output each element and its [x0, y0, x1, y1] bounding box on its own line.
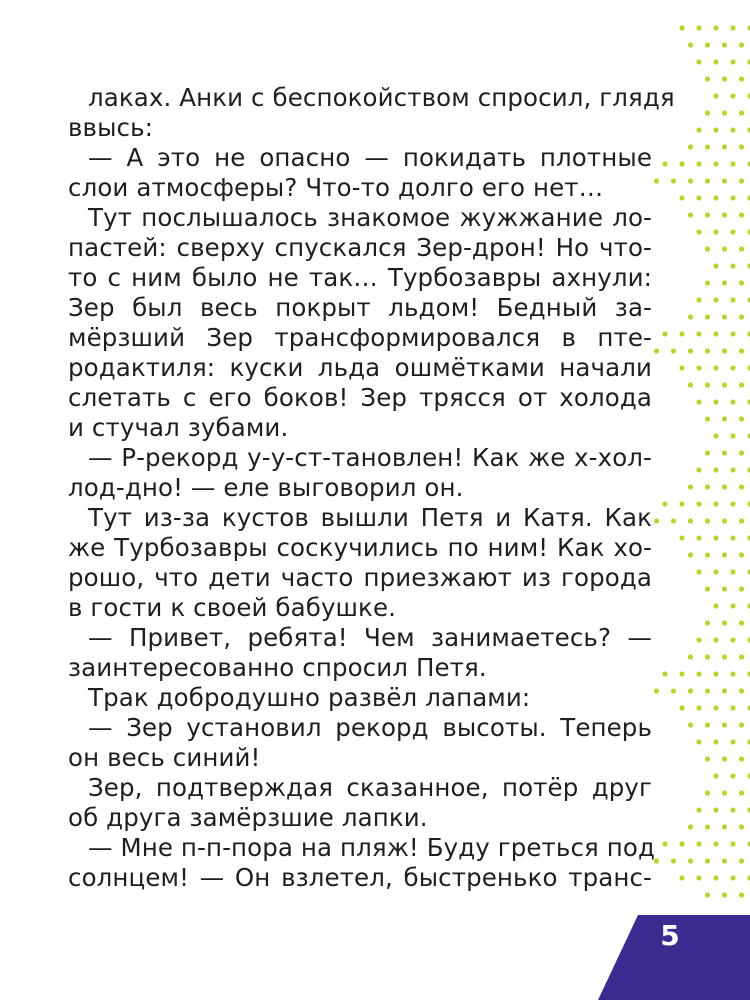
decor-dot — [705, 790, 710, 795]
decor-dot — [739, 518, 744, 523]
text-line: мёрзший Зер трансформировался в пте- — [68, 323, 652, 352]
decor-dot — [722, 756, 727, 761]
decor-dot — [730, 161, 735, 166]
decor-dot — [730, 433, 735, 438]
text-line: и стучал зубами. — [68, 413, 289, 442]
decor-dot — [705, 314, 710, 319]
decor-dot — [730, 467, 735, 472]
text-line: слои атмосферы? Что-то долго его нет… — [68, 173, 604, 202]
decor-dot — [722, 246, 727, 251]
decor-dot — [705, 824, 710, 829]
decor-dot — [696, 637, 701, 642]
decor-dot — [688, 654, 693, 659]
decor-dot — [696, 875, 701, 880]
text-line: ввысь: — [68, 113, 153, 142]
decor-dot — [705, 450, 710, 455]
decor-dot — [722, 178, 727, 183]
decor-dot — [730, 25, 735, 30]
text-line: пастей: сверху спускался Зер-дрон! Но что- — [68, 233, 652, 262]
decor-dot — [722, 824, 727, 829]
decor-dot — [696, 569, 701, 574]
decor-dot — [713, 739, 718, 744]
decor-dot — [688, 824, 693, 829]
decor-dot — [705, 484, 710, 489]
decor-dot — [688, 212, 693, 217]
decor-dot — [696, 195, 701, 200]
decor-dot — [662, 331, 667, 336]
decor-dot — [722, 280, 727, 285]
decor-dot — [671, 518, 676, 523]
text-line: — А это не опасно — покидать плотные — [88, 143, 652, 172]
decor-dot — [713, 501, 718, 506]
decor-dot — [679, 161, 684, 166]
decor-dot — [730, 705, 735, 710]
decor-dot — [730, 875, 735, 880]
decor-dot — [730, 365, 735, 370]
text-line: лод-дно! — еле выговорил он. — [68, 473, 464, 502]
decor-dot — [671, 688, 676, 693]
decor-dot — [713, 263, 718, 268]
text-line: — Привет, ребята! Чем занимаетесь? — — [88, 623, 652, 652]
text-line: — Зер установил рекорд высоты. Теперь — [88, 713, 652, 742]
decor-dot — [688, 144, 693, 149]
decor-dot — [688, 722, 693, 727]
decor-dot — [688, 484, 693, 489]
decor-dot — [730, 195, 735, 200]
text-line: же Турбозавры соскучились по ним! Как хо- — [68, 533, 652, 562]
decor-dot — [739, 586, 744, 591]
decor-dot — [713, 297, 718, 302]
decor-dot — [713, 229, 718, 234]
decor-dot — [688, 348, 693, 353]
decor-dot — [705, 722, 710, 727]
decor-dot — [705, 892, 710, 897]
decor-dot — [722, 110, 727, 115]
story-text — [68, 83, 675, 893]
decor-dot — [679, 501, 684, 506]
decor-dot — [688, 858, 693, 863]
decor-dot — [722, 450, 727, 455]
decor-dot — [739, 280, 744, 285]
decor-dot — [696, 127, 701, 132]
decor-dot — [730, 637, 735, 642]
text-line: в гости к своей бабушке. — [68, 593, 397, 622]
decor-dot — [722, 620, 727, 625]
page-number: 5 — [660, 919, 680, 952]
decor-dot — [705, 688, 710, 693]
decor-dot — [739, 858, 744, 863]
decor-dot — [705, 552, 710, 557]
decor-dot — [696, 467, 701, 472]
decor-dot — [688, 518, 693, 523]
decor-dot — [730, 263, 735, 268]
decor-dot — [730, 773, 735, 778]
decor-dot — [713, 637, 718, 642]
decor-dot — [739, 824, 744, 829]
decor-dot — [679, 875, 684, 880]
decor-dot — [705, 654, 710, 659]
decor-dot — [739, 416, 744, 421]
decor-dot — [722, 552, 727, 557]
decor-dot — [722, 76, 727, 81]
text-line: слетать с его боков! Зер трясся от холода — [68, 383, 652, 412]
decor-dot — [730, 297, 735, 302]
decor-dot — [713, 807, 718, 812]
text-line: Зер, подтверждая сказанное, потёр друг — [88, 773, 652, 802]
decor-dot — [713, 161, 718, 166]
decor-dot — [739, 552, 744, 557]
decor-dot — [688, 688, 693, 693]
decor-dot — [688, 314, 693, 319]
decor-dot — [713, 671, 718, 676]
decor-dot — [739, 484, 744, 489]
decor-dot — [696, 705, 701, 710]
decor-dot — [713, 331, 718, 336]
decor-dot — [713, 365, 718, 370]
decor-dot — [662, 161, 667, 166]
decor-dot — [739, 620, 744, 625]
decor-dot — [688, 42, 693, 47]
decor-dot — [730, 59, 735, 64]
decor-dot — [705, 620, 710, 625]
decor-dot — [679, 705, 684, 710]
text-line: Тут послышалось знакомое жужжание ло- — [88, 203, 652, 232]
decor-dot — [705, 756, 710, 761]
decor-dot — [739, 722, 744, 727]
decor-dot — [722, 382, 727, 387]
decor-dot — [713, 569, 718, 574]
decor-dot — [739, 654, 744, 659]
decor-dot — [739, 178, 744, 183]
decor-dot — [739, 892, 744, 897]
text-line: он весь синий! — [68, 743, 261, 772]
decor-dot — [705, 110, 710, 115]
decor-dot — [671, 858, 676, 863]
decor-dot — [662, 841, 667, 846]
decor-dot — [730, 671, 735, 676]
decor-dot — [679, 25, 684, 30]
text-line: лаках. Анки с беспокойством спросил, глядя — [88, 83, 675, 112]
decor-dot — [705, 416, 710, 421]
decor-dot — [713, 399, 718, 404]
decor-dot — [739, 110, 744, 115]
decor-dot — [722, 144, 727, 149]
text-line: Тут из-за кустов вышли Петя и Катя. Как — [88, 503, 652, 532]
decor-dot — [679, 331, 684, 336]
decor-dot — [730, 331, 735, 336]
decor-dot — [654, 178, 659, 183]
decor-dot — [730, 739, 735, 744]
decor-dot — [679, 841, 684, 846]
decor-dot — [705, 382, 710, 387]
decor-dot — [722, 518, 727, 523]
decor-dot — [730, 93, 735, 98]
decor-dot — [739, 212, 744, 217]
decor-dot — [713, 841, 718, 846]
decor-dot — [739, 246, 744, 251]
decor-dot — [722, 348, 727, 353]
decor-dot — [705, 280, 710, 285]
decor-dot — [713, 467, 718, 472]
decor-dot — [696, 399, 701, 404]
decor-dot — [722, 858, 727, 863]
decor-dot — [713, 875, 718, 880]
decor-dot — [696, 671, 701, 676]
decor-dot — [705, 246, 710, 251]
decor-dot — [722, 416, 727, 421]
text-line: рошо, что дети часто приезжают из города — [68, 563, 652, 592]
decor-dot — [696, 807, 701, 812]
decor-dot — [739, 76, 744, 81]
decor-dot — [713, 773, 718, 778]
decor-dot — [696, 739, 701, 744]
text-line: солнцем! — Он взлетел, быстренько транс- — [68, 863, 652, 892]
decor-dot — [696, 841, 701, 846]
decor-dot — [739, 756, 744, 761]
decor-dot — [705, 348, 710, 353]
decor-dot — [739, 144, 744, 149]
decor-dot — [654, 348, 659, 353]
text-line: родактиля: куски льда ошмётками начали — [68, 353, 652, 382]
decor-dot — [662, 671, 667, 676]
decor-dot — [730, 841, 735, 846]
text-line: то с ним было не так… Турбозавры ахнули: — [68, 263, 652, 292]
decor-dot — [696, 297, 701, 302]
decor-dot — [713, 433, 718, 438]
decor-dot — [730, 229, 735, 234]
decor-dot — [713, 59, 718, 64]
decor-dot — [730, 127, 735, 132]
decor-dot — [696, 501, 701, 506]
decor-dot — [722, 654, 727, 659]
decor-dot — [713, 535, 718, 540]
decor-dot — [696, 331, 701, 336]
decor-dot — [696, 25, 701, 30]
decor-dot — [722, 42, 727, 47]
decor-dot — [722, 892, 727, 897]
decor-dot — [679, 365, 684, 370]
decor-dot — [696, 535, 701, 540]
decor-dot — [739, 42, 744, 47]
decor-dot — [705, 858, 710, 863]
decor-dot — [730, 603, 735, 608]
decor-dot — [705, 144, 710, 149]
decor-dot — [679, 195, 684, 200]
decor-dot — [722, 722, 727, 727]
decor-dot — [705, 518, 710, 523]
decor-dot — [722, 212, 727, 217]
decor-dot — [705, 178, 710, 183]
decor-dot — [713, 705, 718, 710]
decor-dot — [739, 382, 744, 387]
decor-dot — [679, 535, 684, 540]
text-line: Трак добродушно развёл лапами: — [88, 683, 531, 712]
decor-dot — [730, 569, 735, 574]
decor-dot — [730, 501, 735, 506]
decor-dot — [739, 314, 744, 319]
decor-dot — [688, 382, 693, 387]
text-line: заинтересованно спросил Петя. — [68, 653, 487, 682]
text-line: об друга замёрзшие лапки. — [68, 803, 428, 832]
decor-dot — [705, 76, 710, 81]
decor-dot — [722, 586, 727, 591]
decor-dot — [713, 93, 718, 98]
decor-dot — [654, 518, 659, 523]
decor-dot — [739, 790, 744, 795]
decor-dot — [705, 586, 710, 591]
decor-dot — [713, 195, 718, 200]
decor-dot — [722, 314, 727, 319]
decor-dot — [722, 484, 727, 489]
decor-dot — [730, 535, 735, 540]
decor-dot — [696, 59, 701, 64]
decor-dot — [688, 552, 693, 557]
decor-dot — [679, 671, 684, 676]
decor-dot — [688, 178, 693, 183]
decor-dot — [705, 42, 710, 47]
decor-dot — [713, 127, 718, 132]
decor-dot — [696, 365, 701, 370]
decor-dot — [713, 25, 718, 30]
decor-dot — [713, 603, 718, 608]
decor-dot — [705, 212, 710, 217]
text-line: — Мне п-п-пора на пляж! Буду греться под — [88, 833, 655, 862]
decor-dot — [662, 501, 667, 506]
text-line: Зер был весь покрыт льдом! Бедный за- — [68, 293, 652, 322]
decor-dot — [671, 348, 676, 353]
decor-dot — [722, 688, 727, 693]
decor-dot — [696, 161, 701, 166]
decor-dot — [722, 790, 727, 795]
decor-dot — [696, 229, 701, 234]
text-line: — Р-рекорд у-у-ст-тановлен! Как же х-хол- — [88, 443, 652, 472]
decor-dot — [671, 178, 676, 183]
decor-dot — [739, 688, 744, 693]
decor-dot — [730, 807, 735, 812]
decor-dot — [730, 399, 735, 404]
decor-dot — [739, 348, 744, 353]
decor-dot — [654, 688, 659, 693]
decor-dot — [739, 450, 744, 455]
